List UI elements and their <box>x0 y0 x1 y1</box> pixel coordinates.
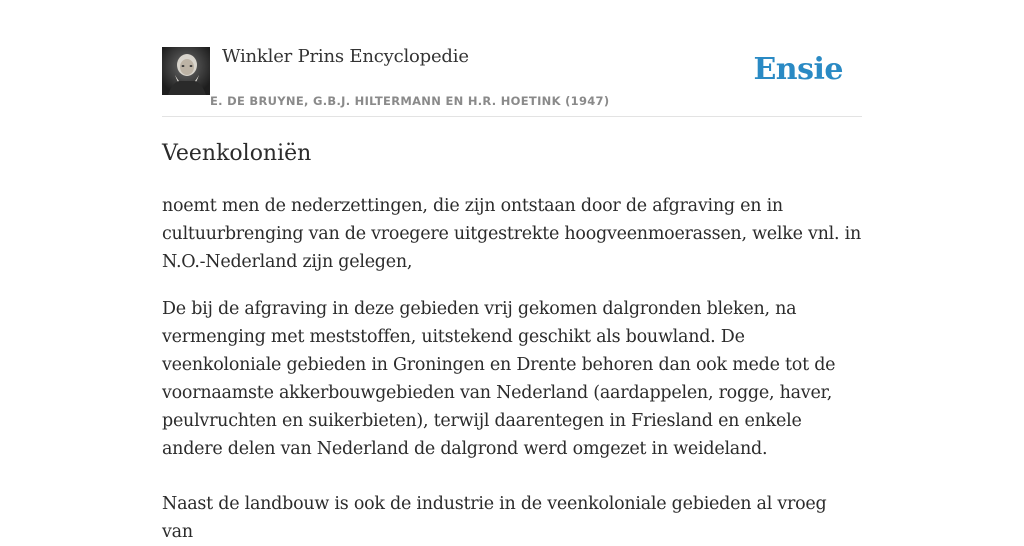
page <box>162 0 862 542</box>
header <box>162 0 862 117</box>
book-title[interactable]: Winkler Prins Encyclopedie <box>222 46 469 67</box>
article-body <box>162 192 862 546</box>
article-paragraph: De bij de afgraving in deze gebieden vrij gekomen dalgronden bleken, na vermenging met meststoffen, uitstekend geschikt als bouwland. De veenkoloniale gebieden in Groningen en Drente behoren dan ook mede tot de voornaamste akkerbouwgebieden van Nederland (aardappelen, rogge, haver, peulvruchten en suikerbieten), terwijl daarentegen in Friesland en enkele andere delen van Nederland de dalgrond werd omgezet in weideland. <box>162 299 836 459</box>
article-paragraph: Naast de landbouw is ook de industrie in de veenkoloniale gebieden al vroeg van <box>162 494 827 542</box>
authors-line: E. DE BRUYNE, G.B.J. HILTERMANN EN H.R. HOETINK (1947) <box>210 94 610 108</box>
author-portrait-icon[interactable] <box>162 47 210 95</box>
article-paragraph: noemt men de nederzettingen, die zijn ontstaan door de afgraving en in cultuurbrenging van de vroegere uitgestrekte hoogveenmoerassen, welke vnl. in N.O.-Nederland zijn gelegen, <box>162 196 862 272</box>
brand-logo[interactable]: Ensie <box>753 52 843 87</box>
article-title: Veenkoloniën <box>162 141 312 166</box>
